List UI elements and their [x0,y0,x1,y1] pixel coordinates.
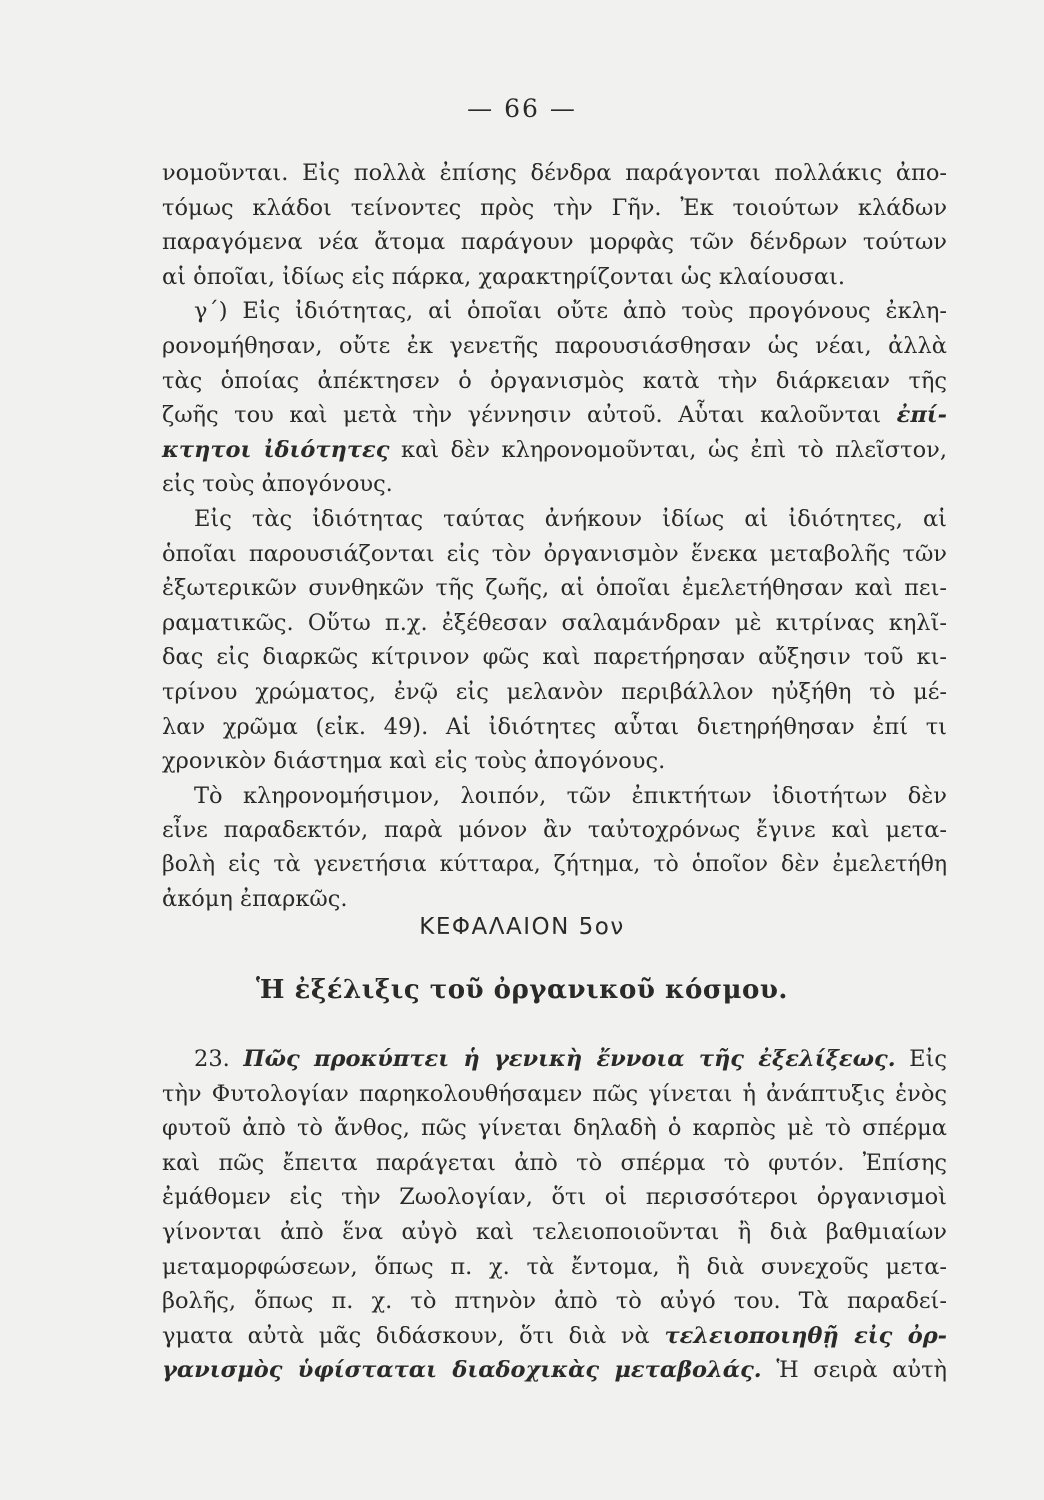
text-line [162,398,947,433]
text-line [162,433,947,468]
text-line: τὰς ὁποίας ἀπέκτησεν ὁ ὀργανισμὸς κατὰ τὴν διάρκειαν τῆς [162,367,947,394]
text-line: αἱ ὁποῖαι, ἰδίως εἰς πάρκα, χαρακτηρίζονται ὡς κλαίουσαι. [162,263,845,290]
text-line [162,1319,947,1354]
text-line: ρονομήθησαν, οὔτε ἐκ γενετῆς παρουσιάσθησαν ὡς νέαι, ἀλλὰ [162,332,947,359]
text-line: δας εἰς διαρκῶς κίτρινον φῶς καὶ παρετήρησαν αὔξησιν τοῦ κι- [162,644,947,671]
page-number: — 66 — [467,94,577,123]
body-text-block-1 [162,156,947,917]
emphasis-text: τελειοποιηθῇ εἰς ὀρ- [664,1322,948,1349]
chapter-label: ΚΕΦΑΛΑΙΟΝ 5ον [419,914,625,940]
text-line: μεταμορφώσεων, ὅπως π. χ. τὰ ἔντομα, ἢ διὰ συνεχοῦς μετα- [162,1253,947,1280]
text-line: εἶνε παραδεκτόν, παρὰ μόνον ἂν ταὐτοχρόνως ἔγινε καὶ μετα- [162,817,947,844]
section-number: 23. [194,1046,230,1072]
text-run: Ἡ σειρὰ αὐτὴ [776,1357,948,1384]
text-line: παραγόμενα νέα ἄτομα παράγουν μορφὰς τῶν δένδρων τούτων [162,229,947,256]
text-line: εἰς τοὺς ἀπογόνους. [162,471,393,498]
text-line [162,1042,947,1077]
text-line: τρίνου χρώματος, ἐνῷ εἰς μελανὸν περιβάλλον ηὐξήθη τὸ μέ- [162,678,947,705]
text-line: γίνονται ἀπὸ ἕνα αὐγὸ καὶ τελειοποιοῦνται ἢ διὰ βαθμιαίων [162,1218,947,1245]
text-line: βολὴ εἰς τὰ γενετήσια κύτταρα, ζήτημα, τὸ ὁποῖον δὲν ἐμελετήθη [162,851,947,877]
emphasis-text: κτητοι ἰδιότητες [162,436,390,463]
text-line: ὁποῖαι παρουσιάζονται εἰς τὸν ὀργανισμὸν ἕνεκα μεταβολῆς τῶν [162,540,947,567]
emphasis-text: γανισμὸς ὑφίσταται διαδοχικὰς μεταβολάς. [162,1357,762,1384]
text-line [162,1353,947,1388]
text-run: γματα αὐτὰ μᾶς διδάσκουν, ὅτι διὰ νὰ [162,1322,650,1349]
text-line: ἀκόμη ἐπαρκῶς. [162,886,348,913]
text-line: καὶ πῶς ἔπειτα παράγεται ἀπὸ τὸ σπέρμα τὸ φυτόν. Ἐπίσης [162,1149,947,1176]
text-line: Τὸ κληρονομήσιμον, λοιπόν, τῶν ἐπικτήτων ἰδιοτήτων δὲν [194,782,947,809]
text-line: φυτοῦ ἀπὸ τὸ ἄνθος, πῶς γίνεται δηλαδὴ ὁ καρπὸς μὲ τὸ σπέρμα [162,1115,947,1142]
chapter-title: Ἡ ἐξέλιξις τοῦ ὀργανικοῦ κόσμου. [256,975,788,1005]
body-text-block-2 [162,1042,947,1388]
text-run: Εἰς [909,1046,948,1072]
text-line: λαν χρῶμα (εἰκ. 49). Αἱ ἰδιότητες αὗται διετηρήθησαν ἐπί τι [162,713,947,740]
emphasis-text: ἐπί- [896,402,948,429]
text-run: ζωῆς του καὶ μετὰ τὴν γέννησιν αὐτοῦ. Αὗται καλοῦνται [162,402,882,429]
text-line: τόμως κλάδοι τείνοντες πρὸς τὴν Γῆν. Ἐκ τοιούτων κλάδων [162,194,947,221]
text-line: βολῆς, ὅπως π. χ. τὸ πτηνὸν ἀπὸ τὸ αὐγό του. Τὰ παραδεί- [162,1288,947,1315]
text-line: Εἰς τὰς ἰδιότητας ταύτας ἀνήκουν ἰδίως αἱ ἰδιότητες, αἱ [194,505,947,532]
text-line: γ΄) Εἰς ἰδιότητας, αἱ ὁποῖαι οὔτε ἀπὸ τοὺς προγόνους ἐκλη- [194,298,947,325]
text-line: χρονικὸν διάστημα καὶ εἰς τοὺς ἀπογόνους. [162,748,666,775]
text-line: τὴν Φυτολογίαν παρηκολουθήσαμεν πῶς γίνεται ἡ ἀνάπτυξις ἑνὸς [162,1080,947,1107]
text-line: ἐμάθομεν εἰς τὴν Ζωολογίαν, ὅτι οἱ περισσότεροι ὀργανισμοὶ [162,1184,947,1211]
text-run: καὶ δὲν κληρονομοῦνται, ὡς ἐπὶ τὸ πλεῖστον, [401,436,947,463]
section-heading: Πῶς προκύπτει ἡ γενικὴ ἔννοια τῆς ἐξελίξεως. [243,1046,896,1072]
text-line: νομοῦνται. Εἰς πολλὰ ἐπίσης δένδρα παράγονται πολλάκις ἀπο- [162,160,947,186]
text-line: ἐξωτερικῶν συνθηκῶν τῆς ζωῆς, αἱ ὁποῖαι ἐμελετήθησαν καὶ πει- [162,575,947,602]
text-line: ραματικῶς. Οὕτω π.χ. ἐξέθεσαν σαλαμάνδραν μὲ κιτρίνας κηλῖ- [162,609,947,636]
